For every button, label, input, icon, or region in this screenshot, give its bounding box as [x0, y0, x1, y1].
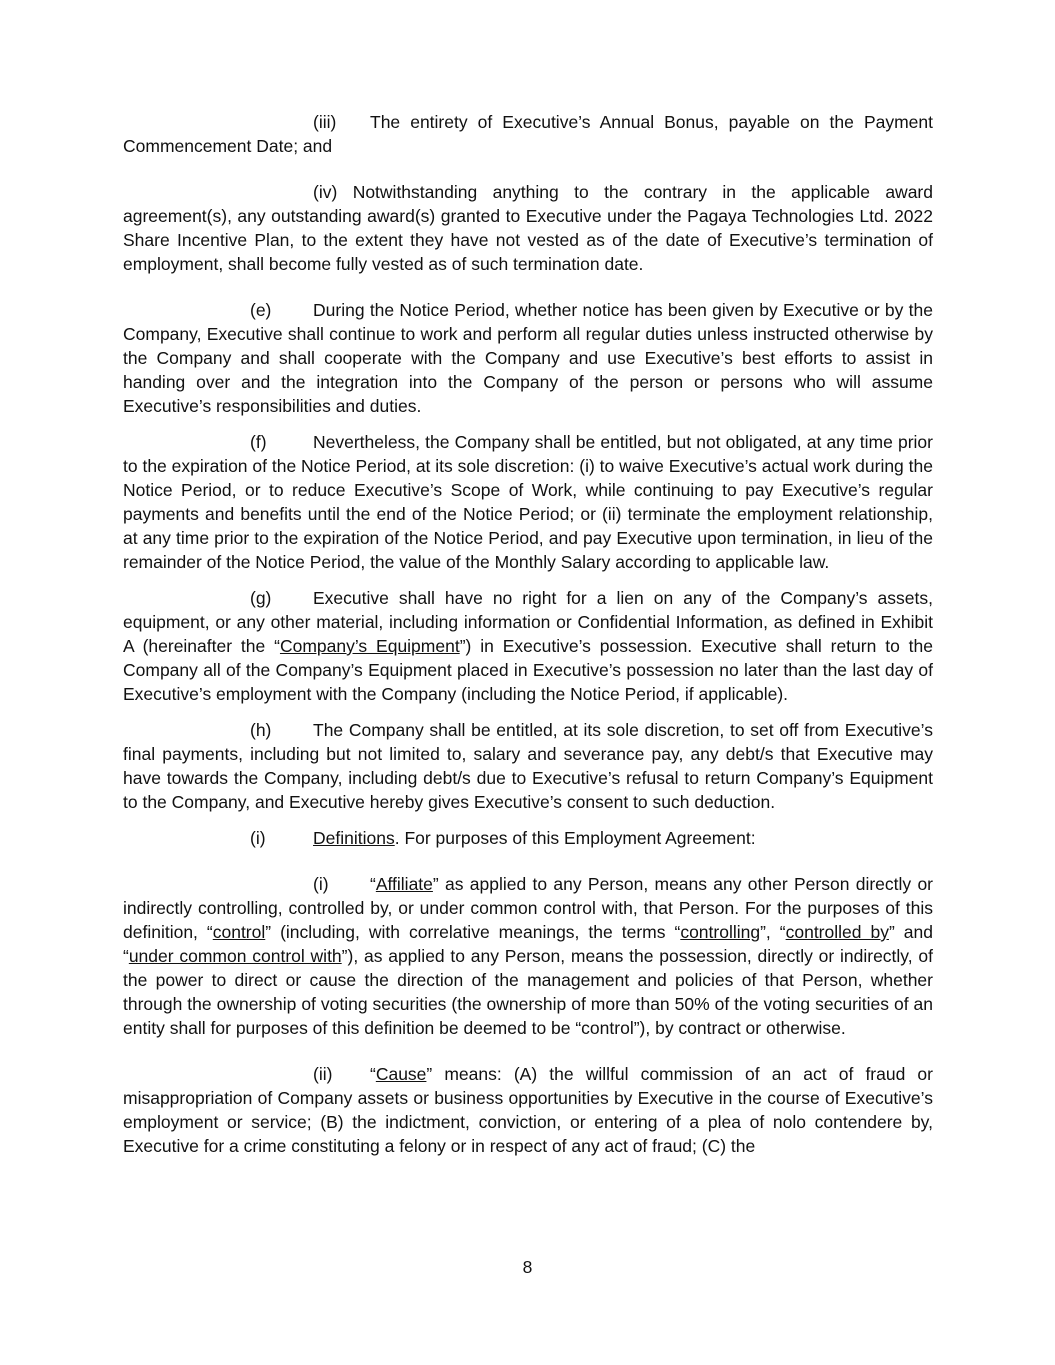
defined-term: Company’s Equipment — [279, 636, 460, 656]
definition-affiliate — [123, 872, 933, 1040]
paragraph-label: (g) — [250, 588, 272, 608]
paragraph-iv — [123, 180, 933, 276]
paragraph-text: ”) in Executive’s possession. Executive shall return to the Company all of the Company’s Equipment placed in Executive’s possession no later than the last day of Executive’s employment with the Company (including the Notice Period, if applicable). — [123, 636, 933, 704]
paragraph-text: “ — [370, 1064, 376, 1084]
paragraph-h — [123, 718, 933, 814]
paragraph-text: “ — [370, 874, 376, 894]
paragraph-text: ”, “ — [760, 922, 786, 942]
defined-term: controlled by — [785, 922, 889, 942]
definition-cause — [123, 1062, 933, 1158]
paragraph-text: ” as applied to any Person, means any other Person directly or indirectly controlling, controlled by, or under common control with, that Person. For the purposes of this definition, “ — [123, 874, 933, 942]
paragraph-text: ” means: (A) the willful commission of an act of fraud or misappropriation of Company assets or business opportunities by Executive in the course of Executive’s employment or service; (B) the indictment, conviction, or entering of a plea of nolo contendere by, Executive for a crime constituting a felony or in respect of any act of fraud; (C) the — [123, 1064, 933, 1156]
paragraph-text: ” (including, with correlative meanings, the terms “ — [265, 922, 681, 942]
defined-term: under common control with — [128, 946, 342, 966]
section-heading: Definitions — [313, 828, 395, 848]
paragraph-label: (h) — [250, 720, 272, 740]
paragraph-text: . For purposes of this Employment Agreement: — [394, 828, 756, 848]
paragraph-text: During the Notice Period, whether notice has been given by Executive or by the Company, Executive shall continue to work and perform all regular duties unless instructed otherwise by the Company and shall cooperate with the Company and use Executive’s best efforts to assist in handing over and the integration into the Company of the person or persons who will assume Executive’s responsibilities and duties. — [123, 300, 933, 416]
paragraph-label: (i) — [313, 874, 329, 894]
paragraph-text: Notwithstanding anything to the contrary in the applicable award agreement(s), any outstanding award(s) granted to Executive under the Pagaya Technologies Ltd. 2022 Share Incentive Plan, to the extent they have not vested as of the date of Executive’s termination of employment, shall become fully vested as of such termination date. — [123, 182, 933, 274]
paragraph-f — [123, 430, 933, 574]
paragraph-label: (iii) — [313, 112, 337, 132]
paragraph-text: ” and “ — [123, 922, 933, 966]
paragraph-iii — [123, 110, 933, 158]
paragraph-label: (e) — [250, 300, 272, 320]
paragraph-label: (ii) — [313, 1064, 333, 1084]
paragraph-text: The entirety of Executive’s Annual Bonus, payable on the Payment Commencement Date; and — [123, 112, 933, 156]
paragraph-g — [123, 586, 933, 706]
paragraph-label: (f) — [250, 432, 267, 452]
paragraph-text: Nevertheless, the Company shall be entitled, but not obligated, at any time prior to the expiration of the Notice Period, at its sole discretion: (i) to waive Executive’s actual work during the Notice Period, or to reduce Executive’s Scope of Work, while continuing to pay Executive’s regular payments and benefits until the end of the Notice Period; or (ii) terminate the employment relationship, at any time prior to the expiration of the Notice Period, and pay Executive upon termination, in lieu of the remainder of the Notice Period, the value of the Monthly Salary according to applicable law. — [123, 432, 933, 572]
defined-term: Cause — [375, 1064, 427, 1084]
defined-term: Affiliate — [375, 874, 433, 894]
paragraph-text: Executive shall have no right for a lien on any of the Company’s assets, equipment, or any other material, including information or Confidential Information, as defined in Exhibit A (hereinafter the “ — [123, 588, 933, 656]
paragraph-i — [123, 826, 933, 850]
paragraph-label: (iv) — [313, 182, 338, 202]
defined-term: control — [212, 922, 266, 942]
page-number: 8 — [522, 1257, 533, 1277]
paragraph-e — [123, 298, 933, 418]
paragraph-text: The Company shall be entitled, at its sole discretion, to set off from Executive’s final payments, including but not limited to, salary and severance pay, any debt/s that Executive may have towards the Company, including debt/s due to Executive’s refusal to return Company’s Equipment to the Company, and Executive hereby gives Executive’s consent to such deduction. — [123, 720, 933, 812]
paragraph-label: (i) — [250, 828, 266, 848]
defined-term: controlling — [680, 922, 761, 942]
paragraph-text: ”), as applied to any Person, means the possession, directly or indirectly, of the power to direct or cause the direction of the management and policies of that Person, whether through the ownership of voting securities (the ownership of more than 50% of the voting securities of an entity shall for purposes of this definition be deemed to be “control”), by contract or otherwise. — [123, 946, 933, 1038]
